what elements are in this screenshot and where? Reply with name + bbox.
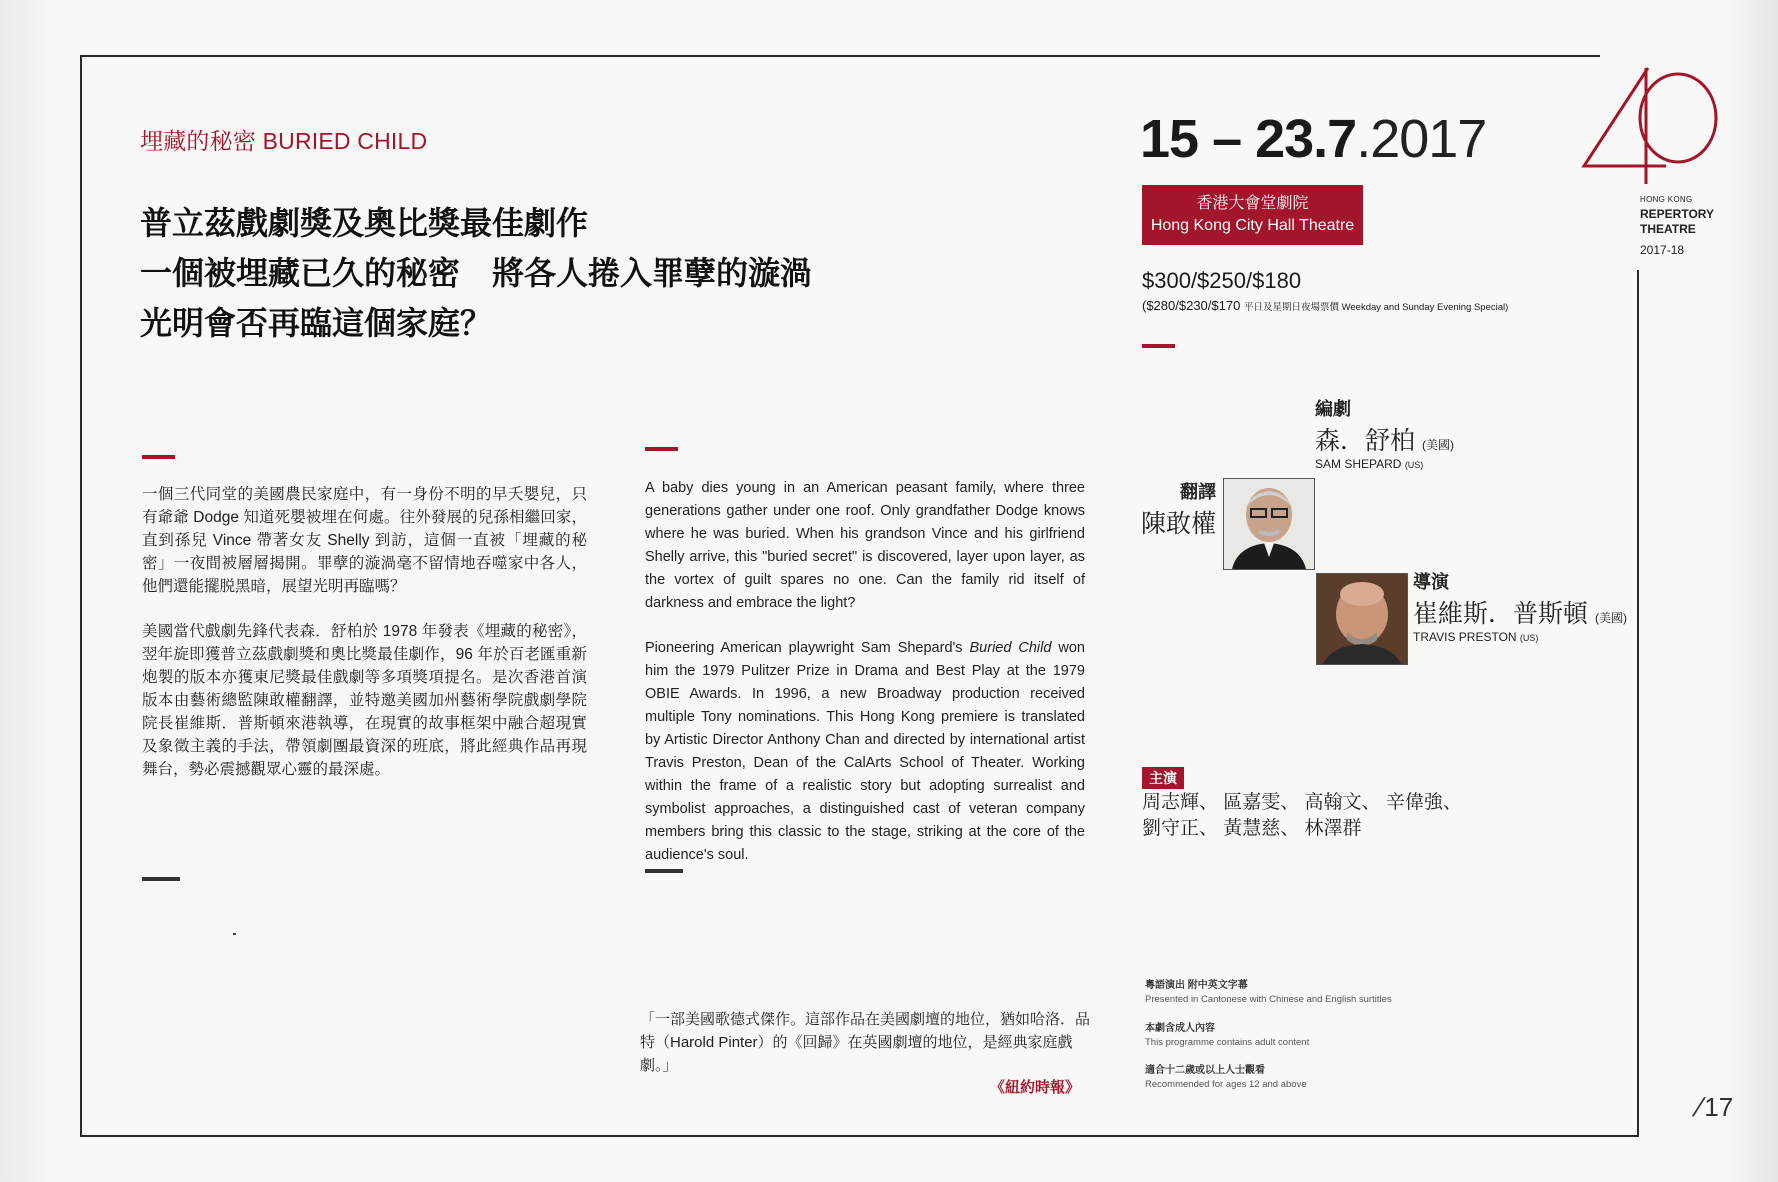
note-language <box>1145 979 1392 1007</box>
chinese-paragraph-1: 一個三代同堂的美國農民家庭中，有一身份不明的早夭嬰兒，只有爺爺 Dodge 知道死嬰被埋在何處。往外發展的兒孫相繼回家，直到孫兒 Vince 帶著女友 Shelly 到訪，這個一直被「埋藏的秘密」一夜間被層層揭開。罪孽的漩渦毫不留情地吞噬家中各人，他們還能擺脱黑暗，展望光明再臨嗎？ <box>142 486 587 595</box>
note-language-cn: 粵語演出 附中英文字幕 <box>1145 980 1248 991</box>
english-paragraph-2-end: won him the 1979 Pulitzer Prize in Drama and Best Play at the 1979 OBIE Awards. In 1996, a new Broadway production received multiple Tony nominations. This Hong Kong premiere is translated by Artistic Director Anthony Chan and directed by international artist Travis Preston, Dean of the CalArts School of Theater. Working within the frame of a realistic story but adopting surrealist and symbolist approaches, a distinguished cast of veteran company members bring this classic to the stage, striking at the core of the audience's soul. <box>645 640 1085 863</box>
translator-block <box>1140 478 1216 540</box>
director-en: TRAVIS PRESTON <box>1413 630 1517 644</box>
translator-photo <box>1223 478 1315 570</box>
headline-line-1: 普立茲戲劇獎及奧比獎最佳劇作 <box>140 205 589 241</box>
playwright-role: 編劇 <box>1315 399 1351 419</box>
english-paragraph-2 <box>645 637 1085 867</box>
director-portrait <box>1317 574 1407 664</box>
translator-portrait <box>1224 479 1314 569</box>
brand-repertory: REPERTORY <box>1640 207 1715 221</box>
performance-dates <box>1140 108 1486 170</box>
paper-speck <box>233 933 236 935</box>
cast-label: 主演 <box>1142 767 1184 789</box>
translator-name: 陳敢權 <box>1140 510 1216 538</box>
venue-chinese: 香港大會堂劇院 <box>1196 195 1309 212</box>
brand-season: 2017-18 <box>1640 243 1685 257</box>
note-content <box>1145 1022 1309 1050</box>
headline <box>140 198 812 348</box>
venue-badge <box>1142 185 1363 245</box>
playwright-name-en <box>1315 457 1454 471</box>
cast-line-1: 周志輝、 區嘉雯、 高翰文、 辛偉強、 <box>1142 792 1462 813</box>
director-role: 導演 <box>1413 572 1449 592</box>
ticket-prices: $300/$250/$180 <box>1142 268 1302 293</box>
director-name-cn <box>1413 594 1627 630</box>
review-quote: 「一部美國歌德式傑作。這部作品在美國劇壇的地位，猶如哈洛．品特（Harold Pinter）的《回歸》在英國劇壇的地位，是經典家庭戲劇。」 <box>640 1011 1091 1074</box>
brand-theatre: THEATRE <box>1640 222 1696 236</box>
note-age-en: Recommended for ages 12 and above <box>1145 1079 1307 1090</box>
cast-list <box>1142 790 1462 842</box>
director-cn: 崔維斯．普斯頓 <box>1413 600 1589 628</box>
playwright-tag-cn: (美國) <box>1421 438 1454 452</box>
chinese-paragraph-2: 美國當代戲劇先鋒代表森．舒柏於 1978 年發表《埋藏的秘密》，翌年旋即獲普立茲戲劇獎和奧比獎最佳劇作，96 年於百老匯重新炮製的版本亦獲東尼獎最佳戲劇等多項獎項提名。是次香港首演版本由藝術總監陳敢權翻譯，並特邀美國加州藝術學院戲劇學院院長崔維斯．普斯頓來港執導，在現實的故事框架中融合超現實及象徵主義的手法，帶領劇團最資深的班底，將此經典作品再現舞台，勢必震撼觀眾心靈的最深處。 <box>142 623 587 778</box>
venue-english: Hong Kong City Hall Theatre <box>1150 217 1355 234</box>
director-name-en <box>1413 630 1627 644</box>
anniversary-40-logo <box>1578 66 1723 191</box>
playwright-cn: 森．舒柏 <box>1315 427 1416 455</box>
playwright-block <box>1315 395 1454 471</box>
english-column-top-dash <box>645 447 678 451</box>
english-paragraph-1: A baby dies young in an American peasant family, where three generations gather under one roof. Only grandfather Dodge knows where he was buried. When his grandson Vince and his girlfriend Shelly arrive, this "buried secret" is discovered, layer upon layer, as the vortex of guilt spares no one. Can the family rid itself of darkness and embrace the light? <box>645 480 1085 611</box>
note-language-en: Presented in Cantonese with Chinese and English surtitles <box>1145 994 1392 1005</box>
playwright-name-cn <box>1315 421 1454 457</box>
director-block <box>1413 568 1627 644</box>
cast-line-2: 劉守正、 黃慧慈、 林澤群 <box>1142 818 1362 839</box>
price-dash <box>1142 344 1175 348</box>
play-title-italic: Buried Child <box>969 640 1052 656</box>
director-tag-en: (US) <box>1519 633 1539 643</box>
page-number-slash: / <box>1689 1092 1708 1122</box>
logo-zero <box>1640 74 1716 162</box>
note-age-cn: 適合十二歲或以上人士觀看 <box>1145 1065 1265 1076</box>
dates-year: .2017 <box>1356 109 1487 169</box>
headline-line-3: 光明會否再臨這個家庭？ <box>140 305 493 341</box>
special-prices: ($280/$230/$170 <box>1142 298 1241 313</box>
english-body <box>645 477 1085 889</box>
section-title: 埋藏的秘密 BURIED CHILD <box>140 128 428 154</box>
ticket-prices-special <box>1142 298 1508 313</box>
note-content-cn: 本劇含成人內容 <box>1145 1023 1215 1034</box>
english-paragraph-2-start: Pioneering American playwright Sam Shepard's <box>645 640 970 656</box>
playwright-tag-en: (US) <box>1404 460 1424 470</box>
playwright-en: SAM SHEPARD <box>1315 457 1402 471</box>
company-brand <box>1640 192 1714 258</box>
page-number-value: 17 <box>1704 1092 1734 1122</box>
note-age <box>1145 1064 1307 1092</box>
dates-bold: 15 – 23.7 <box>1140 109 1357 169</box>
director-tag-cn: (美國) <box>1594 611 1627 625</box>
special-prices-note: 平日及星期日夜場票價 Weekday and Sunday Evening Special) <box>1243 302 1509 313</box>
chinese-column-top-dash <box>142 455 175 459</box>
headline-line-2: 一個被埋藏已久的秘密 將各人捲入罪孽的漩渦 <box>140 255 813 291</box>
note-content-en: This programme contains adult content <box>1145 1037 1310 1048</box>
brand-hong-kong: HONG KONG <box>1640 195 1693 204</box>
chinese-column-bottom-dash <box>142 877 180 881</box>
chinese-body <box>142 483 587 803</box>
page-number <box>1689 1092 1734 1123</box>
review-quote-source: 《紐約時報》 <box>990 1079 1081 1096</box>
director-photo <box>1316 573 1408 665</box>
translator-role: 翻譯 <box>1180 482 1216 502</box>
